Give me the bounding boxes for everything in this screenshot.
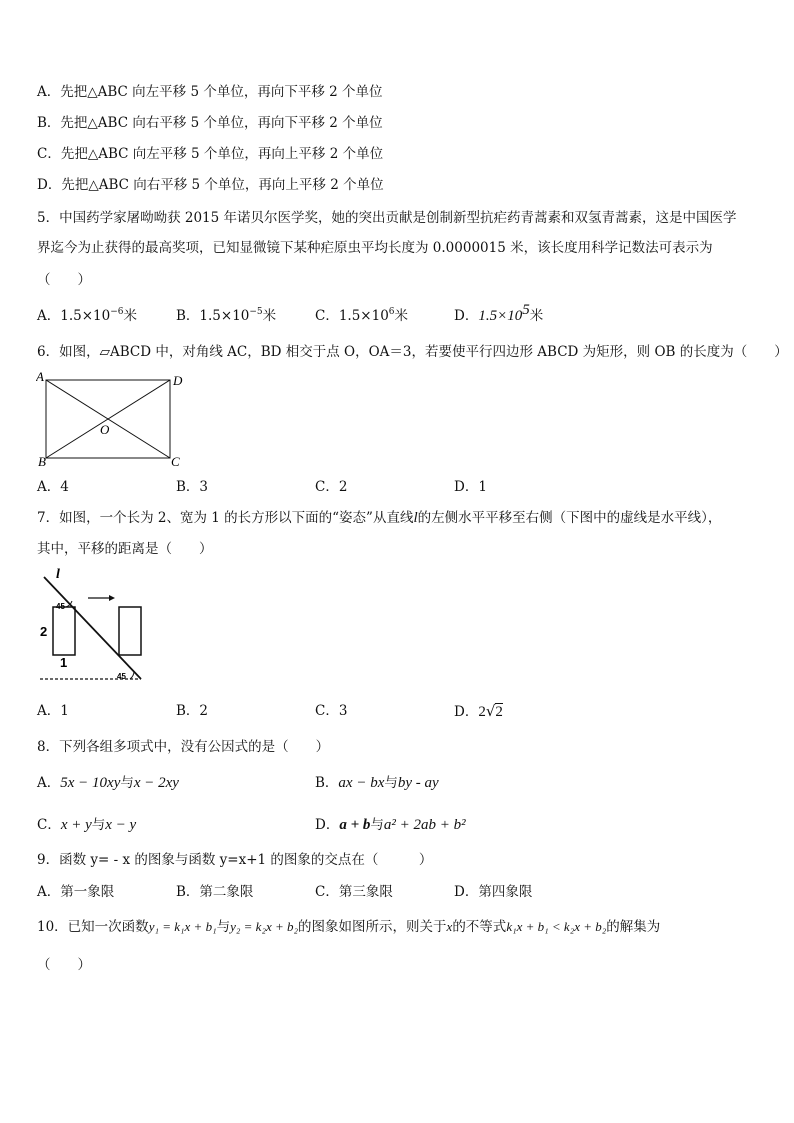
q7-stem-text-a: 7．如图，一个长为 2、宽为 1 的长方形以下面的“姿态”从直线 bbox=[37, 510, 414, 526]
q8-option-c bbox=[37, 815, 136, 835]
q5-option-b-label: B．1.5×10 bbox=[176, 308, 250, 324]
q7-stem-line2: 其中，平移的距离是（ ） bbox=[37, 541, 213, 557]
q10-variable-x: x bbox=[446, 919, 453, 934]
q7-fig-label-45-bottom: 45 bbox=[117, 672, 126, 681]
q5-option-d-label: D． bbox=[454, 308, 479, 324]
q5-option-b-exponent: −5 bbox=[249, 307, 263, 317]
q9-option-c: C．第三象限 bbox=[315, 884, 393, 900]
q8-option-a-expr1: 5x − 10xy bbox=[60, 775, 121, 791]
q7-option-d-label: D． bbox=[454, 704, 479, 720]
q5-option-c-label: C．1.5×10 bbox=[315, 308, 389, 324]
q10-text-4: 的不等式 bbox=[452, 919, 507, 935]
q8-option-c-expr2: x − y bbox=[105, 817, 137, 833]
q7-fig-label-2: 2 bbox=[40, 624, 48, 639]
q9-option-a: A．第一象限 bbox=[37, 884, 115, 900]
q4-option-d: D．先把△ABC 向右平移 5 个单位，再向上平移 2 个单位 bbox=[37, 177, 384, 193]
q5-option-a-label: A．1.5×10 bbox=[37, 308, 111, 324]
q10-stem-line1 bbox=[37, 917, 660, 937]
q8-option-d-with: 与 bbox=[370, 817, 384, 833]
q8-option-c-with: 与 bbox=[91, 817, 106, 833]
q5-option-c-exponent: 6 bbox=[388, 307, 395, 317]
q7-option-c: C．3 bbox=[315, 703, 348, 719]
q10-text-5: 的解集为 bbox=[606, 919, 661, 935]
q7-option-d-coefficient: 2 bbox=[478, 704, 486, 720]
q5-option-c bbox=[315, 306, 408, 326]
q5-stem-line2: 界迄今为止获得的最高奖项，已知显微镜下某种疟原虫平均长度为 0.0000015 米，该长度用科学记数法可表示为 bbox=[37, 240, 713, 256]
q7-option-d bbox=[454, 701, 503, 722]
q7-fig-label-45-top: 45 bbox=[56, 602, 65, 611]
q7-option-d-radicand: 2 bbox=[495, 704, 503, 720]
q10-inequality: k₁x + b₁ < k₂x + b₂ bbox=[506, 919, 607, 934]
q6-stem: 6．如图，▱ABCD 中，对角线 AC，BD 相交于点 O，OA＝3，若要使平行四边形 ABCD 为矩形，则 OB 的长度为（ ） bbox=[37, 344, 788, 360]
q7-stem-line-l: l bbox=[413, 510, 418, 526]
q6-label-a: A bbox=[36, 369, 44, 384]
q5-option-d bbox=[454, 302, 544, 326]
q9-option-b: B．第二象限 bbox=[176, 884, 254, 900]
q6-label-o: O bbox=[100, 422, 110, 437]
q10-function-y2: y₂ = k₂x + b₂ bbox=[230, 919, 299, 934]
q6-label-b: B bbox=[38, 454, 46, 468]
q8-option-a bbox=[37, 773, 179, 793]
q4-option-c: C．先把△ABC 向左平移 5 个单位，再向上平移 2 个单位 bbox=[37, 146, 384, 162]
q8-option-d-expr1: a + b bbox=[339, 817, 371, 833]
q8-option-a-with: 与 bbox=[120, 775, 134, 791]
q7-arrow-head-icon bbox=[109, 595, 115, 601]
q5-option-a-unit: 米 bbox=[123, 308, 137, 324]
q4-option-a: A．先把△ABC 向左平移 5 个单位，再向下平移 2 个单位 bbox=[37, 84, 383, 100]
q5-option-a bbox=[37, 306, 137, 326]
q8-option-c-expr1: x + y bbox=[60, 817, 92, 833]
q8-option-b-label: B． bbox=[315, 775, 339, 791]
q6-option-d: D．1 bbox=[454, 479, 487, 495]
q8-option-d bbox=[315, 815, 466, 835]
q5-option-d-math: 1.5×10 bbox=[478, 308, 523, 324]
q10-text-1: 10．已知一次函数 bbox=[37, 919, 149, 935]
q8-stem: 8．下列各组多项式中，没有公因式的是（ ） bbox=[37, 739, 330, 755]
q5-stem-line3: （ ） bbox=[37, 272, 91, 288]
q10-text-2: 与 bbox=[216, 919, 231, 935]
q7-fig-label-1: 1 bbox=[60, 655, 68, 670]
q7-rectangle-right bbox=[119, 607, 141, 655]
q10-text-3: 的图象如图所示，则关于 bbox=[298, 919, 447, 935]
q7-fig-label-l: l bbox=[56, 567, 60, 582]
q8-option-d-label: D． bbox=[315, 817, 340, 833]
q7-stem-line1 bbox=[37, 508, 721, 528]
q5-option-a-exponent: −6 bbox=[110, 307, 124, 317]
q8-option-d-expr2: a² + 2ab + b² bbox=[383, 817, 466, 833]
q6-label-c: C bbox=[171, 454, 180, 468]
q8-option-a-label: A． bbox=[37, 775, 61, 791]
q5-option-d-exponent: 5 bbox=[522, 302, 530, 318]
q7-option-b: B．2 bbox=[176, 703, 209, 719]
q6-option-c: C．2 bbox=[315, 479, 348, 495]
q6-option-b: B．3 bbox=[176, 479, 209, 495]
q7-option-a: A．1 bbox=[37, 703, 69, 719]
q7-translation-figure bbox=[36, 565, 146, 685]
q5-stem-line1: 5．中国药学家屠呦呦获 2015 年诺贝尔医学奖，她的突出贡献是创制新型抗疟药青蒿素和双氢青蒿素，这是中国医学 bbox=[37, 210, 737, 226]
q6-label-d: D bbox=[173, 373, 183, 388]
q5-option-d-unit: 米 bbox=[529, 308, 544, 324]
q8-option-b-with: 与 bbox=[384, 775, 398, 791]
q8-option-a-expr2: x − 2xy bbox=[133, 775, 179, 791]
q5-option-b-unit: 米 bbox=[262, 308, 277, 324]
q8-option-c-label: C． bbox=[37, 817, 61, 833]
q6-rectangle-figure bbox=[36, 368, 186, 468]
q8-option-b-expr2: by - ay bbox=[397, 775, 439, 791]
q10-function-y1: y₁ = k₁x + b₁ bbox=[148, 919, 217, 934]
q7-rectangle-left bbox=[53, 607, 75, 655]
q9-stem: 9．函数 y= - x 的图象与函数 y=x+1 的图象的交点在（ ） bbox=[37, 852, 433, 868]
q4-option-b: B．先把△ABC 向右平移 5 个单位，再向下平移 2 个单位 bbox=[37, 115, 383, 131]
q7-stem-text-b: 的左侧水平平移至右侧（下图中的虚线是水平线）， bbox=[417, 510, 722, 526]
q8-option-b bbox=[315, 773, 439, 793]
q10-stem-line2: （ ） bbox=[37, 957, 91, 973]
q5-option-c-unit: 米 bbox=[394, 308, 409, 324]
q7-line-l bbox=[44, 577, 141, 679]
q5-option-b bbox=[176, 306, 276, 326]
q7-option-d-radical-icon: √ bbox=[485, 702, 496, 720]
q8-option-b-expr1: ax − bx bbox=[338, 775, 385, 791]
q9-option-d: D．第四象限 bbox=[454, 884, 533, 900]
q6-option-a: A．4 bbox=[37, 479, 69, 495]
